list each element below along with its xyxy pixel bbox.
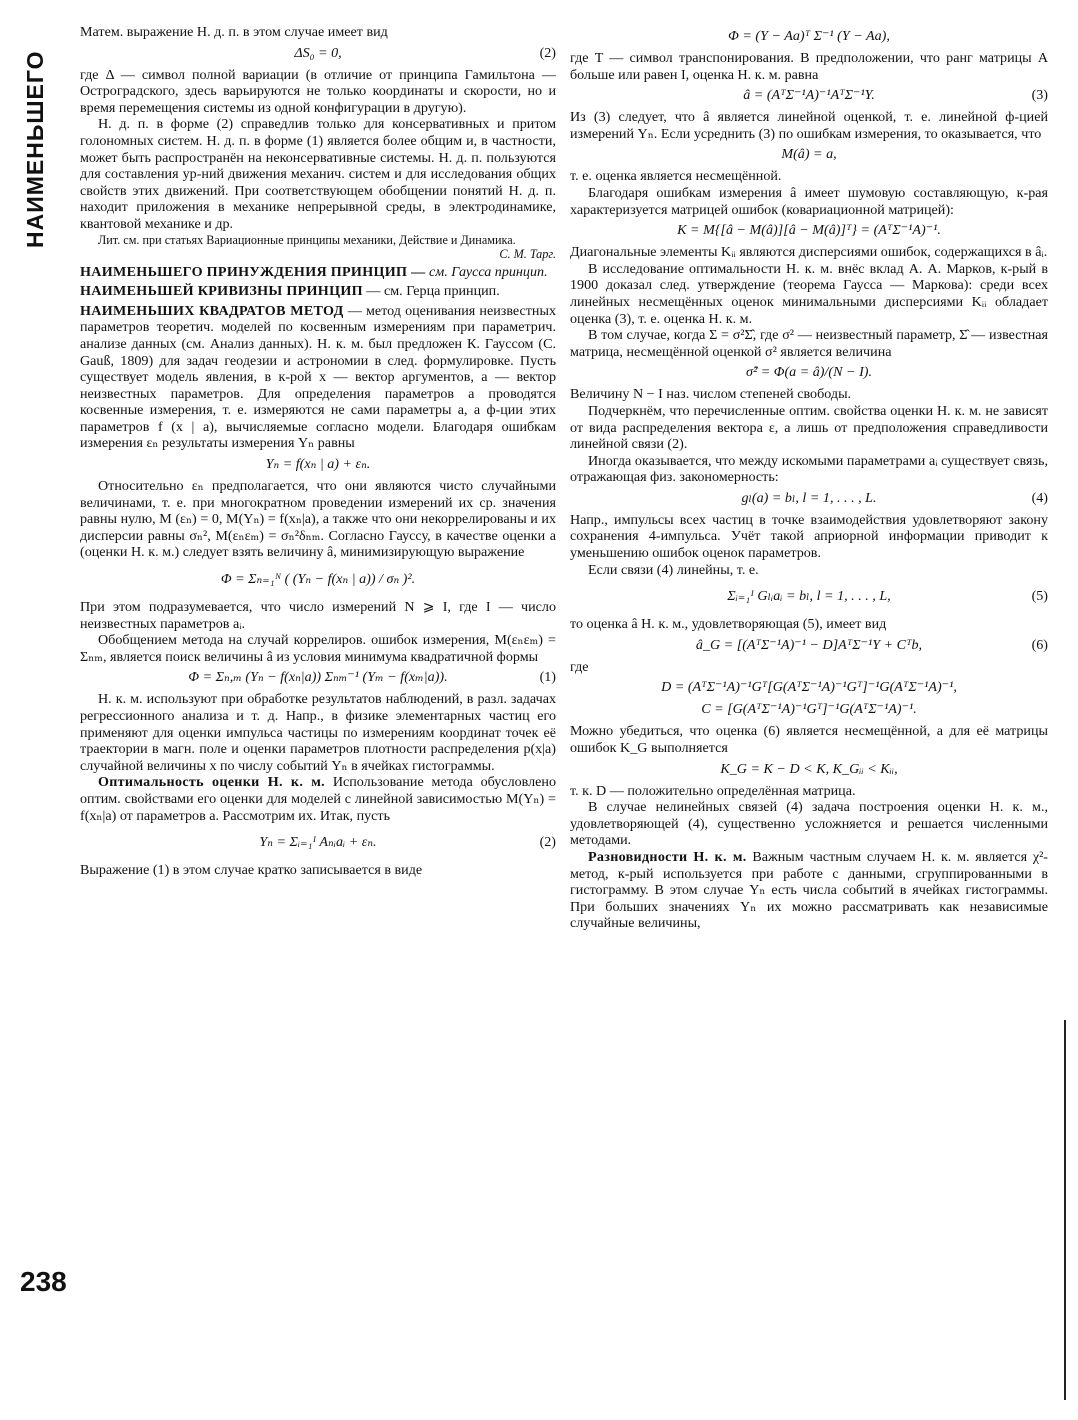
equation-body: C = [G(AᵀΣ⁻¹A)⁻¹Gᵀ]⁻¹G(AᵀΣ⁻¹A)⁻¹. bbox=[701, 701, 917, 718]
equation-number: (3) bbox=[1031, 87, 1048, 104]
paragraph: В исследование оптимальности Н. к. м. внёс вклад А. А. Марков, к-рый в 1900 доказал след. утверждение (теорема Гаусса — Маркова): среди всех линейных несмещённых оценок минимальными дисперсиями Kᵢᵢ обладает оценка (3), т. е. оценка Н. к. м. bbox=[570, 260, 1048, 327]
equation-body: ΔS₀ = 0, bbox=[294, 44, 342, 61]
paragraph: Обобщением метода на случай коррелиров. ошибок измерения, M(εₙεₘ) = Σₙₘ, является поиск величины â из условия минимума квадратичной формы bbox=[80, 632, 556, 665]
article-mnk bbox=[80, 303, 556, 452]
equation-body: σ̂² = Φ(a = â)/(N − I). bbox=[746, 364, 872, 381]
literature-text: Лит. см. при статьях Вариационные принципы механики, Действие и Динамика. bbox=[98, 232, 516, 247]
equation-body: gₗ(a) = bₗ, l = 1, . . . , L. bbox=[741, 489, 877, 506]
paragraph: Подчеркнём, что перечисленные оптим. свойства оценки Н. к. м. не зависят от вида распределения вектора ε, а лишь от предположения справедливости линейной связи (2). bbox=[570, 402, 1048, 453]
article-heading: НАИМЕНЬШЕГО ПРИНУЖДЕНИЯ ПРИНЦИП — bbox=[80, 263, 426, 280]
equation-number: (5) bbox=[1031, 588, 1048, 605]
page-edge-shadow bbox=[1064, 1020, 1066, 1400]
paragraph: При этом подразумевается, что число измерений N ⩾ I, где I — число неизвестных параметров aᵢ. bbox=[80, 599, 556, 632]
paragraph: т. к. D — положительно определённая матрица. bbox=[570, 782, 856, 799]
section-heading: Оптимальность оценки Н. к. м. bbox=[98, 774, 325, 791]
equation-3 bbox=[570, 87, 1048, 105]
paragraph: т. е. оценка является несмещённой. bbox=[570, 168, 782, 185]
paragraph-variants bbox=[570, 849, 1048, 932]
paragraph-text: Использование метода обусловлено оптим. свойствами его оценки для моделей с линейной зависимостью M(Yₙ) = f(xₙ|a) от параметров a. Рассмотрим их. Итак, пусть bbox=[80, 774, 556, 824]
literature-note bbox=[80, 233, 556, 261]
equation-body: D = (AᵀΣ⁻¹A)⁻¹Gᵀ[G(AᵀΣ⁻¹A)⁻¹Gᵀ]⁻¹G(AᵀΣ⁻¹A)⁻¹, bbox=[661, 679, 957, 696]
equation-yn bbox=[80, 456, 556, 474]
equation-number: (6) bbox=[1031, 636, 1048, 653]
cross-reference: — см. Герца принцип. bbox=[366, 283, 500, 300]
equation-body: Φ = Σₙ,ₘ (Yₙ − f(xₙ|a)) Σₙₘ⁻¹ (Yₘ − f(xₘ|a)). bbox=[188, 669, 448, 686]
running-head: НАИМЕНЬШЕГО bbox=[22, 50, 48, 248]
equation-1 bbox=[80, 669, 556, 687]
equation-body: Yₙ = Σᵢ₌₁ᴵ Aₙᵢaᵢ + εₙ. bbox=[259, 834, 377, 851]
page-number: 238 bbox=[20, 1266, 67, 1297]
paragraph: Из (3) следует, что â является линейной оценкой, т. е. линейной ф-цией измерений Yₙ. Если усреднить (3) по ошибкам измерения, то оказывается, что bbox=[570, 109, 1048, 142]
paragraph: где Δ — символ полной вариации (в отличие от принципа Гамильтона — Остроградского, здесь варьируются не только координаты и скорости, но и время перемещения системы из одной конфигурации в другую). bbox=[80, 66, 556, 116]
paragraph: Матем. выражение Н. д. п. в этом случае имеет вид bbox=[80, 24, 388, 40]
cross-reference: см. Гаусса принцип. bbox=[429, 263, 548, 280]
article-text: — метод оценивания неизвестных параметров теоретич. моделей по косвенным измерениям при параметрич. анализе данных (см. Анализ данных). Н. к. м. был предложен К. Гауссом (C. Gauß, 1809) для задач геодезии и астрономии в след. формулировке. Пусть существует модель явления, в к-рой x — вектор аргументов, a — вектор неизвестных параметров. Для определения параметров a проводятся косвенные измерения, т. е. измеряются не сами параметры a, а ф-ции этих параметров f (x | a), вычисляемые согласно модели. Благодаря ошибкам измерения εₙ результаты измерения Yₙ равны bbox=[80, 302, 556, 452]
equation-body: Φ = (Y − Aa)ᵀ Σ⁻¹ (Y − Aa), bbox=[728, 28, 890, 44]
article-krivizny bbox=[80, 283, 556, 300]
equation-number: (4) bbox=[1031, 489, 1048, 506]
equation-5 bbox=[570, 588, 1048, 606]
paragraph: Н. к. м. используют при обработке результатов наблюдений, в разл. задачах регрессионного анализа и т. д. Напр., в физике элементарных частиц его применяют для оценки импульса частицы по измерениям координат точек её траектории в магн. поле и оценки параметров плотности распределения p(x|a) случайной величины x по числу событий Yₙ в ячейках гистограммы. bbox=[80, 691, 556, 774]
paragraph: Диагональные элементы Kᵢᵢ являются дисперсиями ошибок, содержащихся в âᵢ. bbox=[570, 244, 1048, 261]
equation-m bbox=[570, 146, 1048, 164]
article-prinuzhdeniya bbox=[80, 264, 556, 281]
paragraph-optimality bbox=[80, 774, 556, 824]
equation-6 bbox=[570, 637, 1048, 655]
equation-phi-matrix bbox=[570, 28, 1048, 46]
equation-4 bbox=[570, 490, 1048, 508]
paragraph: где bbox=[570, 658, 589, 675]
paragraph: Благодаря ошибкам измерения â имеет шумовую составляющую, к-рая характеризуется матрицей ошибок (ковариационной матрицей): bbox=[570, 184, 1048, 218]
equation-2 bbox=[80, 45, 556, 63]
section-heading: Разновидности Н. к. м. bbox=[588, 849, 747, 865]
equation-c bbox=[570, 701, 1048, 719]
equation-body: K = M{[â − M(â)][â − M(â)]ᵀ} = (AᵀΣ⁻¹A)⁻¹. bbox=[677, 222, 941, 239]
equation-body: Σᵢ₌₁ᴵ Gₗᵢaᵢ = bₗ, l = 1, . . . , L, bbox=[727, 588, 891, 605]
paragraph: Н. д. п. в форме (2) справедлив только для консервативных и притом голономных систем. Н. д. п. в форме (1) является более общим и, в частности, может быть распространён на неконсервативные системы. Н. д. п. пользуются для составления ур-ний движения механич. систем и для исследования общих свойств этих движений. При соответствующем обобщении понятий Н. д. п. находит приложения в механике непрерывной среды, в электродинамике, квантовой механике и др. bbox=[80, 116, 556, 232]
paragraph: Если связи (4) линейны, т. е. bbox=[588, 561, 759, 578]
equation-body: Φ = Σₙ₌₁ᴺ ( (Yₙ − f(xₙ | a)) / σₙ )². bbox=[220, 571, 416, 588]
equation-body: M(â) = a, bbox=[781, 146, 837, 163]
literature-author: С. М. Тарг. bbox=[499, 246, 556, 261]
paragraph: Напр., импульсы всех частиц в точке взаимодействия удовлетворяют закону сохранения 4-импульса. Учёт такой априорной информации приводит к уменьшению ошибок оценок параметров. bbox=[570, 511, 1048, 562]
paragraph: Можно убедиться, что оценка (6) является несмещённой, а для её матрицы ошибок K_G выполняется bbox=[570, 723, 1048, 757]
paragraph: Относительно εₙ предполагается, что они являются чисто случайными величинами, т. е. при многократном проведении измерений их ср. значения равны нулю, M (εₙ) = 0, M(Yₙ) = f(xₙ|a), а также что они некоррелированы и их дисперсии равны σₙ², M(εₙεₘ) = σₙ²δₙₘ. Согласно Гауссу, в качестве оценки a (оценки Н. к. м.) следует взять величину â, минимизирующую выражение bbox=[80, 478, 556, 561]
equation-phi-sum bbox=[80, 571, 556, 589]
equation-number: (2) bbox=[539, 44, 556, 61]
equation-d bbox=[570, 679, 1048, 697]
left-column bbox=[80, 24, 556, 879]
equation-number: (1) bbox=[539, 669, 556, 686]
paragraph: Иногда оказывается, что между искомыми параметрами aᵢ существует связь, отражающая физ. закономерность: bbox=[570, 452, 1048, 486]
paragraph: где T — символ транспонирования. В предположении, что ранг матрицы A больше или равен I, оценка Н. к. м. равна bbox=[570, 50, 1048, 83]
paragraph: Величину N − I наз. числом степеней свободы. bbox=[570, 386, 852, 403]
paragraph: то оценка â Н. к. м., удовлетворяющая (5), имеет вид bbox=[570, 616, 887, 633]
equation-sigma bbox=[570, 364, 1048, 382]
equation-body: â_G = [(AᵀΣ⁻¹A)⁻¹ − D]AᵀΣ⁻¹Y + Cᵀb, bbox=[695, 636, 923, 653]
equation-k bbox=[570, 222, 1048, 240]
paragraph-text: Важным частным случаем Н. к. м. является χ²-метод, к-рый используется при работе с данными, сгруппированными в гистограмму. В этом случае Yₙ есть числа событий в ячейках гистограммы. При больших значениях Yₙ их можно рассматривать как независимые случайные величины, bbox=[570, 849, 1049, 932]
equation-2b bbox=[80, 834, 556, 852]
article-heading: НАИМЕНЬШИХ КВАДРАТОВ МЕТОД bbox=[80, 302, 344, 319]
article-heading: НАИМЕНЬШЕЙ КРИВИЗНЫ ПРИНЦИП bbox=[80, 283, 363, 300]
equation-body: K_G = K − D < K, K_Gᵢᵢ < Kᵢᵢ, bbox=[720, 760, 898, 777]
equation-kg bbox=[570, 761, 1048, 779]
paragraph: В случае нелинейных связей (4) задача построения оценки Н. к. м., удовлетворяющей (4), существенно усложняется и решается численными методами. bbox=[570, 799, 1048, 849]
right-column bbox=[570, 24, 1048, 932]
paragraph: В том случае, когда Σ = σ²Σ̂, где σ² — неизвестный параметр, Σ̂ — известная матрица, несмещённой оценкой σ² является величина bbox=[570, 327, 1048, 360]
equation-number: (2) bbox=[539, 834, 556, 851]
equation-body: â = (AᵀΣ⁻¹A)⁻¹AᵀΣ⁻¹Y. bbox=[743, 87, 875, 104]
paragraph: Выражение (1) в этом случае кратко записывается в виде bbox=[80, 862, 423, 879]
equation-body: Yₙ = f(xₙ | a) + εₙ. bbox=[265, 456, 371, 473]
